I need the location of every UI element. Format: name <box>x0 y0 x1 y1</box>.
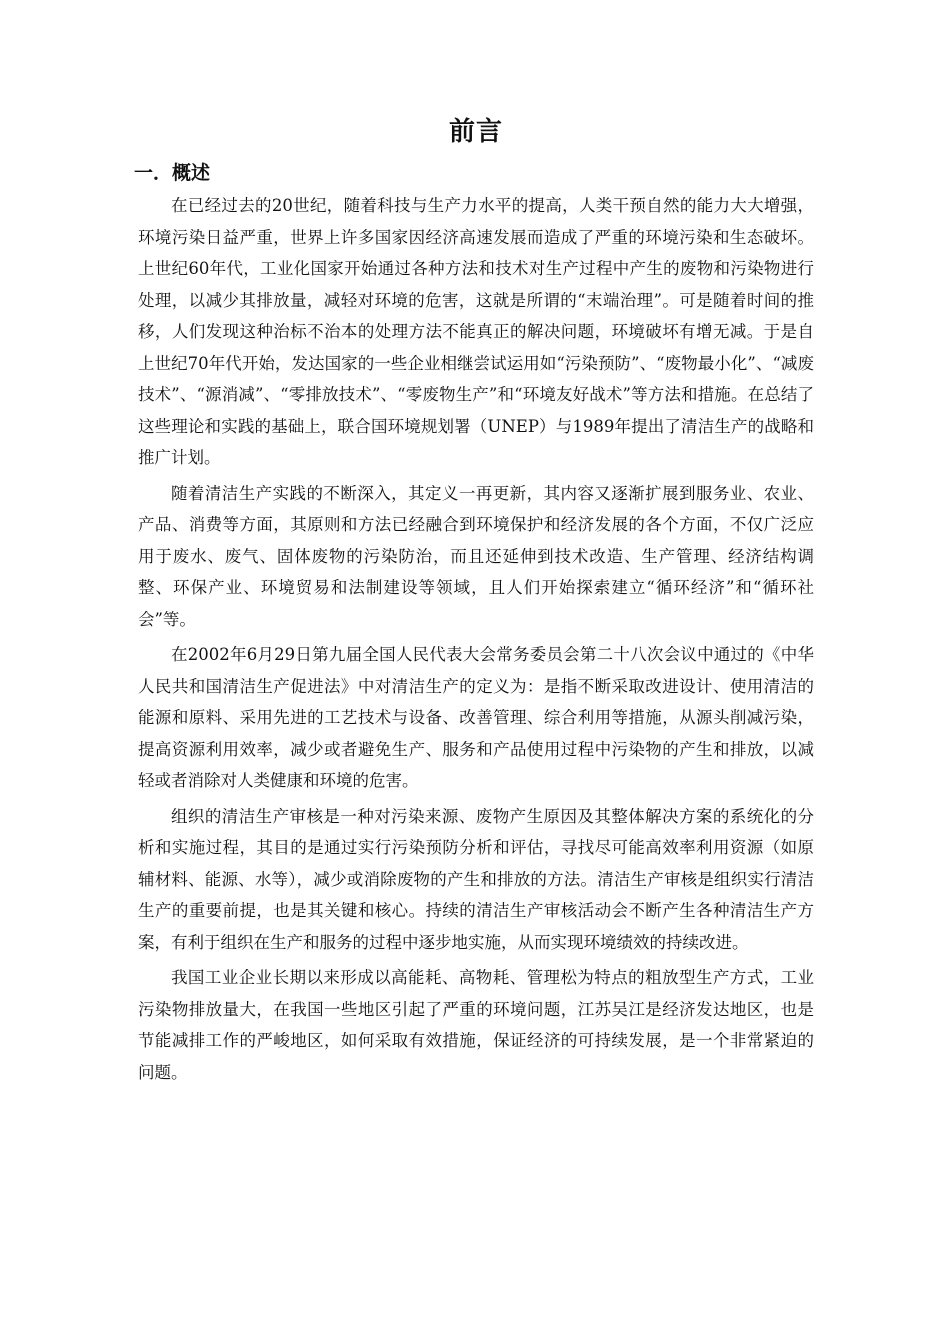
paragraph-2: 随着清洁生产实践的不断深入，其定义一再更新，其内容又逐渐扩展到服务业、农业、产品、消费等方面，其原则和方法已经融合到环境保护和经济发展的各个方面，不仅广泛应用于废水、废气、固体废物的污染防治，而且还延伸到技术改造、生产管理、经济结构调整、环保产业、环境贸易和法制建设等领域，且人们开始探索建立“循环经济”和“循环社会”等。 <box>138 483 814 629</box>
section-heading-overview: 一．概述 <box>134 162 211 184</box>
paragraph-4: 组织的清洁生产审核是一种对污染来源、废物产生原因及其整体解决方案的系统化的分析和实施过程，其目的是通过实行污染预防分析和评估，寻找尽可能高效率利用资源（如原辅材料、能源、水等），减少或消除废物的产生和排放的方法。清洁生产审核是组织实行清洁生产的重要前提，也是其关键和核心。持续的清洁生产审核活动会不断产生各种清洁生产方案，有利于组织在生产和服务的过程中逐步地实施，从而实现环境绩效的持续改进。 <box>138 806 814 952</box>
paragraph-3: 在2002年6月29日第九届全国人民代表大会常务委员会第二十八次会议中通过的《中华人民共和国清洁生产促进法》中对清洁生产的定义为：是指不断采取改进设计、使用清洁的能源和原料、采用先进的工艺技术与设备、改善管理、综合利用等措施，从源头削减污染，提高资源利用效率，减少或者避免生产、服务和产品使用过程中污染物的产生和排放，以减轻或者消除对人类健康和环境的危害。 <box>138 645 814 790</box>
page-title: 前言 <box>448 117 503 147</box>
paragraph-1: 在已经过去的20世纪，随着科技与生产力水平的提高，人类干预自然的能力大大增强，环境污染日益严重，世界上许多国家因经济高速发展而造成了严重的环境污染和生态破坏。上世纪60年代，工业化国家开始通过各种方法和技术对生产过程中产生的废物和污染物进行处理，以减少其排放量，减轻对环境的危害，这就是所谓的“末端治理”。可是随着时间的推移，人们发现这种治标不治本的处理方法不能真正的解决问题，环境破坏有增无减。于是自上世纪70年代开始，发达国家的一些企业相继尝试运用如“污染预防”、“废物最小化”、“减废技术”、“源消减”、“零排放技术”、“零废物生产”和“环境友好战术”等方法和措施。在总结了这些理论和实践的基础上，联合国环境规划署（UNEP）与1989年提出了清洁生产的战略和推广计划。 <box>138 196 814 467</box>
document-page <box>134 112 814 1092</box>
paragraph-5: 我国工业企业长期以来形成以高能耗、高物耗、管理松为特点的粗放型生产方式，工业污染物排放量大，在我国一些地区引起了严重的环境问题，江苏吴江是经济发达地区，也是节能减排工作的严峻地区，如何采取有效措施，保证经济的可持续发展，是一个非常紧迫的问题。 <box>138 968 814 1082</box>
